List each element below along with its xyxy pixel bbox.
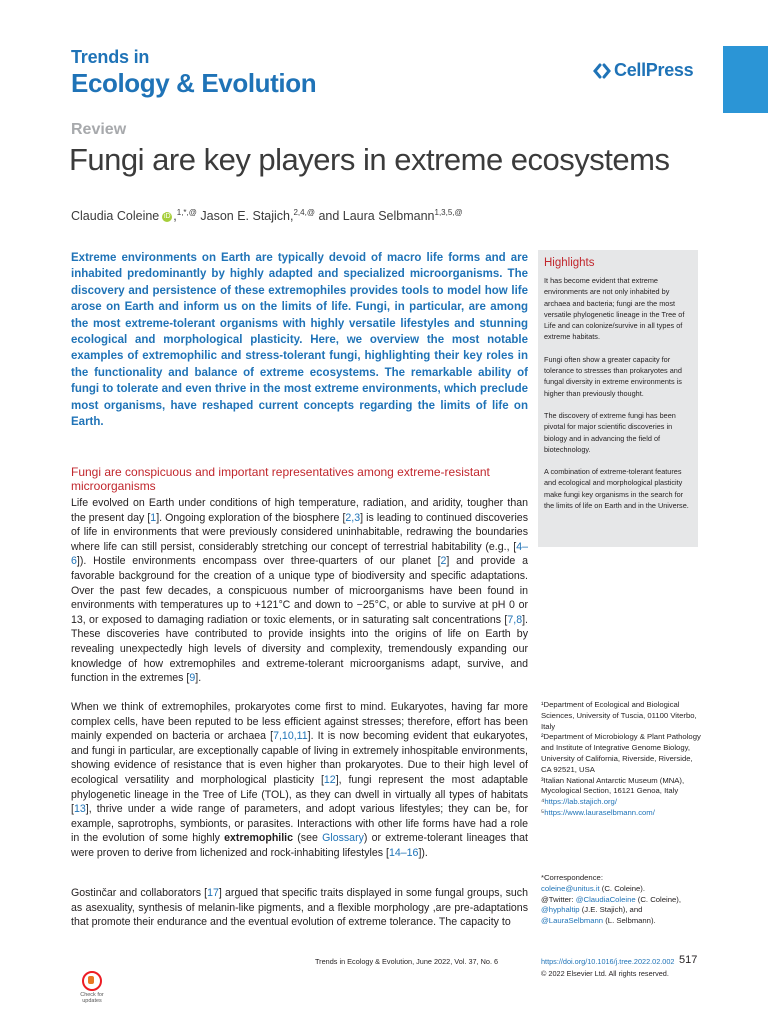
glossary-link[interactable]: Glossary <box>322 832 364 845</box>
reference-link[interactable]: 2 <box>440 555 447 568</box>
crossmark-icon <box>82 971 102 991</box>
check-for-updates-badge[interactable] <box>72 971 112 1011</box>
page-number: 517 <box>679 954 698 966</box>
text: ⁵ <box>541 807 545 817</box>
twitter-line <box>541 895 701 906</box>
text: ] argued that specific traits displayed in some fungal groups, such as asexuality, synthesis of melanin-like pigments, and a flexible morphology ,are pre-adaptations that promote their endurance and the eventual evolution of extreme tolerance. The capacity to <box>71 887 528 929</box>
twitter-link[interactable]: @hyphaltip <box>541 905 580 915</box>
publisher-logo[interactable] <box>593 60 693 81</box>
article-title: Fungi are key players in extreme ecosystems <box>69 142 670 177</box>
author-1[interactable]: Claudia Coleine <box>71 209 160 223</box>
text: ], thrive under a wide range of parameters, and adopt various lifestyles; they can be, for example, saprotrophs, symbionts, or parasites. Interactions with other life forms have had a role in the evolution of some highly <box>71 803 528 845</box>
text: Check for <box>80 992 104 998</box>
author-3-affiliations: 1,3,5,@ <box>434 207 463 217</box>
reference-link[interactable]: 4–6 <box>71 540 528 568</box>
twitter-line <box>541 916 701 927</box>
reference-link[interactable]: 2,3 <box>345 511 361 524</box>
highlight-item: Fungi often show a greater capacity for tolerance to stresses than prokaryotes and fungal diversity in extreme environments is higher than previously thought. <box>544 354 682 398</box>
text: ]. Ongoing exploration of the biosphere [ <box>156 511 346 524</box>
text: (J.E. Stajich), and <box>579 905 643 915</box>
reference-link[interactable]: 17 <box>207 887 219 899</box>
text: ] is leading to continued discoveries of life in environments that were previously considered uninhabitable, redrawing the boundaries where life can still persist, considerably stretching our concept of terrestrial habitability (e.g., [ <box>71 511 528 553</box>
correspondence <box>541 873 701 927</box>
text: (C. Coleine). <box>599 883 645 893</box>
body-paragraph <box>71 886 528 930</box>
text: (L. Selbmann). <box>603 916 656 926</box>
text: ]. It is now becoming evident that eukaryotes, and fungi in particular, are exceptionally capable of living in extremely inhospitable environments, showing evidence of resistance that is even higher than prokaryotes. Due to their high level of ecological versatility and morphological plasticity [ <box>71 730 528 786</box>
text: When we think of extremophiles, prokaryotes come first to mind. Eukaryotes, having far more complex cells, have been reputed to be less efficient against stresses; therefore, effort has been mainly expended on bacteria or archaea [ <box>71 701 528 743</box>
reference-link[interactable]: 7,8 <box>507 613 523 626</box>
section-heading: Fungi are conspicuous and important representatives among extreme-resistant microorganisms <box>71 465 490 493</box>
body-paragraph <box>71 496 528 686</box>
author-1-affiliations: 1,*,@ <box>176 207 197 217</box>
author-3[interactable]: and Laura Selbmann <box>318 209 435 223</box>
affiliation-3: ³Italian National Antarctic Museum (MNA), Mycological Section, 16121 Genoa, Italy <box>541 775 685 796</box>
author-list: Claudia Coleine iD ,$^{1,*,@}$ Jason E. Stajich,$^{2,4,@}$ and Laura Selbmann$^{1,3,5,@}$ <box>71 207 463 223</box>
doi-link[interactable]: https://doi.org/10.1016/j.tree.2022.02.002 <box>541 957 675 966</box>
twitter-link[interactable]: @ClaudiaColeine <box>575 894 636 904</box>
lab-website-link[interactable]: https://lab.stajich.org/ <box>544 797 617 807</box>
correspondence-email-line <box>541 884 701 895</box>
article-type: Review <box>71 121 127 138</box>
personal-website-link[interactable]: https://www.lauraselbmann.com/ <box>544 807 655 817</box>
text: (see <box>293 832 323 845</box>
affiliations <box>541 700 701 819</box>
text: ]. <box>195 672 202 685</box>
author-2-affiliations: 2,4,@ <box>293 207 315 217</box>
author-2[interactable]: Jason E. Stajich, <box>200 209 294 223</box>
abstract: Extreme environments on Earth are typically devoid of macro life forms and are inhabited predominantly by highly adapted and specialized microorganisms. The discovery and persistence of these extremophiles provides tools to model how life arose on Earth and inform us on the limits of life. Fungi, in particular, are among the most extreme-tolerant organisms with highly versatile lifestyles and stunning ecological and morphological plasticity. Here, we overview the most notable examples of extremophilic and stress-tolerant fungi, highlighting their key roles in the functionality and balance of extreme ecosystems. The remarkable ability of fungi to tolerate and even thrive in the most extreme environments, which preclude most organisms, have reshaped current concepts regarding the limits of life on Earth. <box>71 252 528 429</box>
cellpress-icon <box>593 63 611 79</box>
text: ]). Hostile environments encompass over three-quarters of our planet [ <box>76 555 441 568</box>
journal-name-small: Trends in <box>71 47 150 67</box>
text: ]. These discoveries have contributed to provide insights into the origins of life on Earth by revealing unexpectedly high levels of diversity and complexity, tremendously expanding our knowledge of how extremophiles and extreme-tolerant microorganisms adapt, survive, and function in the extremes [ <box>71 613 528 685</box>
text: (C. Coleine), <box>635 894 681 904</box>
body-paragraph <box>71 700 528 861</box>
highlight-item: The discovery of extreme fungi has been pivotal for major scientific discoveries in biology and in advancing the field of biotechnology. <box>544 410 676 454</box>
affiliation-4 <box>541 797 701 808</box>
reference-link[interactable]: 12 <box>323 773 336 786</box>
glossary-term[interactable]: extremophilic <box>224 832 294 845</box>
reference-link[interactable]: 13 <box>73 803 86 816</box>
reference-link[interactable]: 14–16 <box>388 846 419 859</box>
text: Gostinčar and collaborators [ <box>71 887 208 899</box>
reference-link[interactable]: 7,10,11 <box>273 730 308 743</box>
text: @Twitter: <box>541 894 576 904</box>
text: ) or extreme-tolerant lineages that were proven to derive from lichenized and rock-inhabiting lifestyles [ <box>71 832 528 859</box>
text: ] and provide a favorable background for the creation of a unique type of biodiversity and specific adaptations. Over the past few decades, a conspicuous number of microorganisms have been found in environments with temperatures up to +121°C and down to −25°C, or able to survive at pH 0 or 13, or exposed to damaging radiation or toxic elements, or in saturating salt concentrations [ <box>71 555 528 626</box>
reference-link[interactable]: 9 <box>189 672 196 685</box>
email-link[interactable]: coleine@unitus.it <box>541 883 600 893</box>
text: ], fungi represent the most adaptable phylogenetic lineage in the Tree of Life (TOL), as they can dwell in virtually all types of habitats [ <box>71 773 528 816</box>
twitter-link[interactable]: @LauraSelbmann <box>541 916 604 926</box>
affiliation-5 <box>541 808 701 819</box>
text: ]). <box>418 846 428 859</box>
orcid-icon[interactable]: iD <box>163 212 171 220</box>
highlight-item: A combination of extreme-tolerant features and ecological and morphological plasticity make fungi key organisms in the search for the limits of life on Earth and in the Universe. <box>544 467 689 511</box>
twitter-line <box>541 905 701 916</box>
text: updates <box>82 998 102 1004</box>
corner-color-block <box>723 46 768 113</box>
highlights-title: Highlights <box>544 257 595 269</box>
correspondence-label: *Correspondence: <box>541 873 603 882</box>
check-updates-text <box>80 992 104 1004</box>
text: Life evolved on Earth under conditions of high temperature, radiation, and aridity, tougher than the present day [ <box>71 497 528 524</box>
publisher-name: CellPress <box>614 60 694 80</box>
reference-link[interactable]: 1 <box>150 511 157 524</box>
highlight-item: It has become evident that extreme environments are not only inhabited by archaea and bacteria; fungi are the most versatile phylogenetic lineage in the Tree of Life and can colonize/survive in all types of extreme habitats. <box>544 276 685 342</box>
footer-copyright: © 2022 Elsevier Ltd. All rights reserved. <box>541 969 669 978</box>
highlights-box <box>538 250 698 547</box>
text: ⁴ <box>541 797 545 807</box>
journal-name[interactable]: Ecology & Evolution <box>71 68 317 98</box>
footer-journal-info: Trends in Ecology & Evolution, June 2022, Vol. 37, No. 6 <box>315 957 499 966</box>
affiliation-2: ²Department of Microbiology & Plant Pathology and Institute of Integrative Genome Biology, University of California, Riverside, Riverside, CA 92521, USA <box>541 732 701 774</box>
affiliation-1: ¹Department of Ecological and Biological Sciences, University of Tuscia, 01100 Viterbo, Italy <box>541 700 697 731</box>
